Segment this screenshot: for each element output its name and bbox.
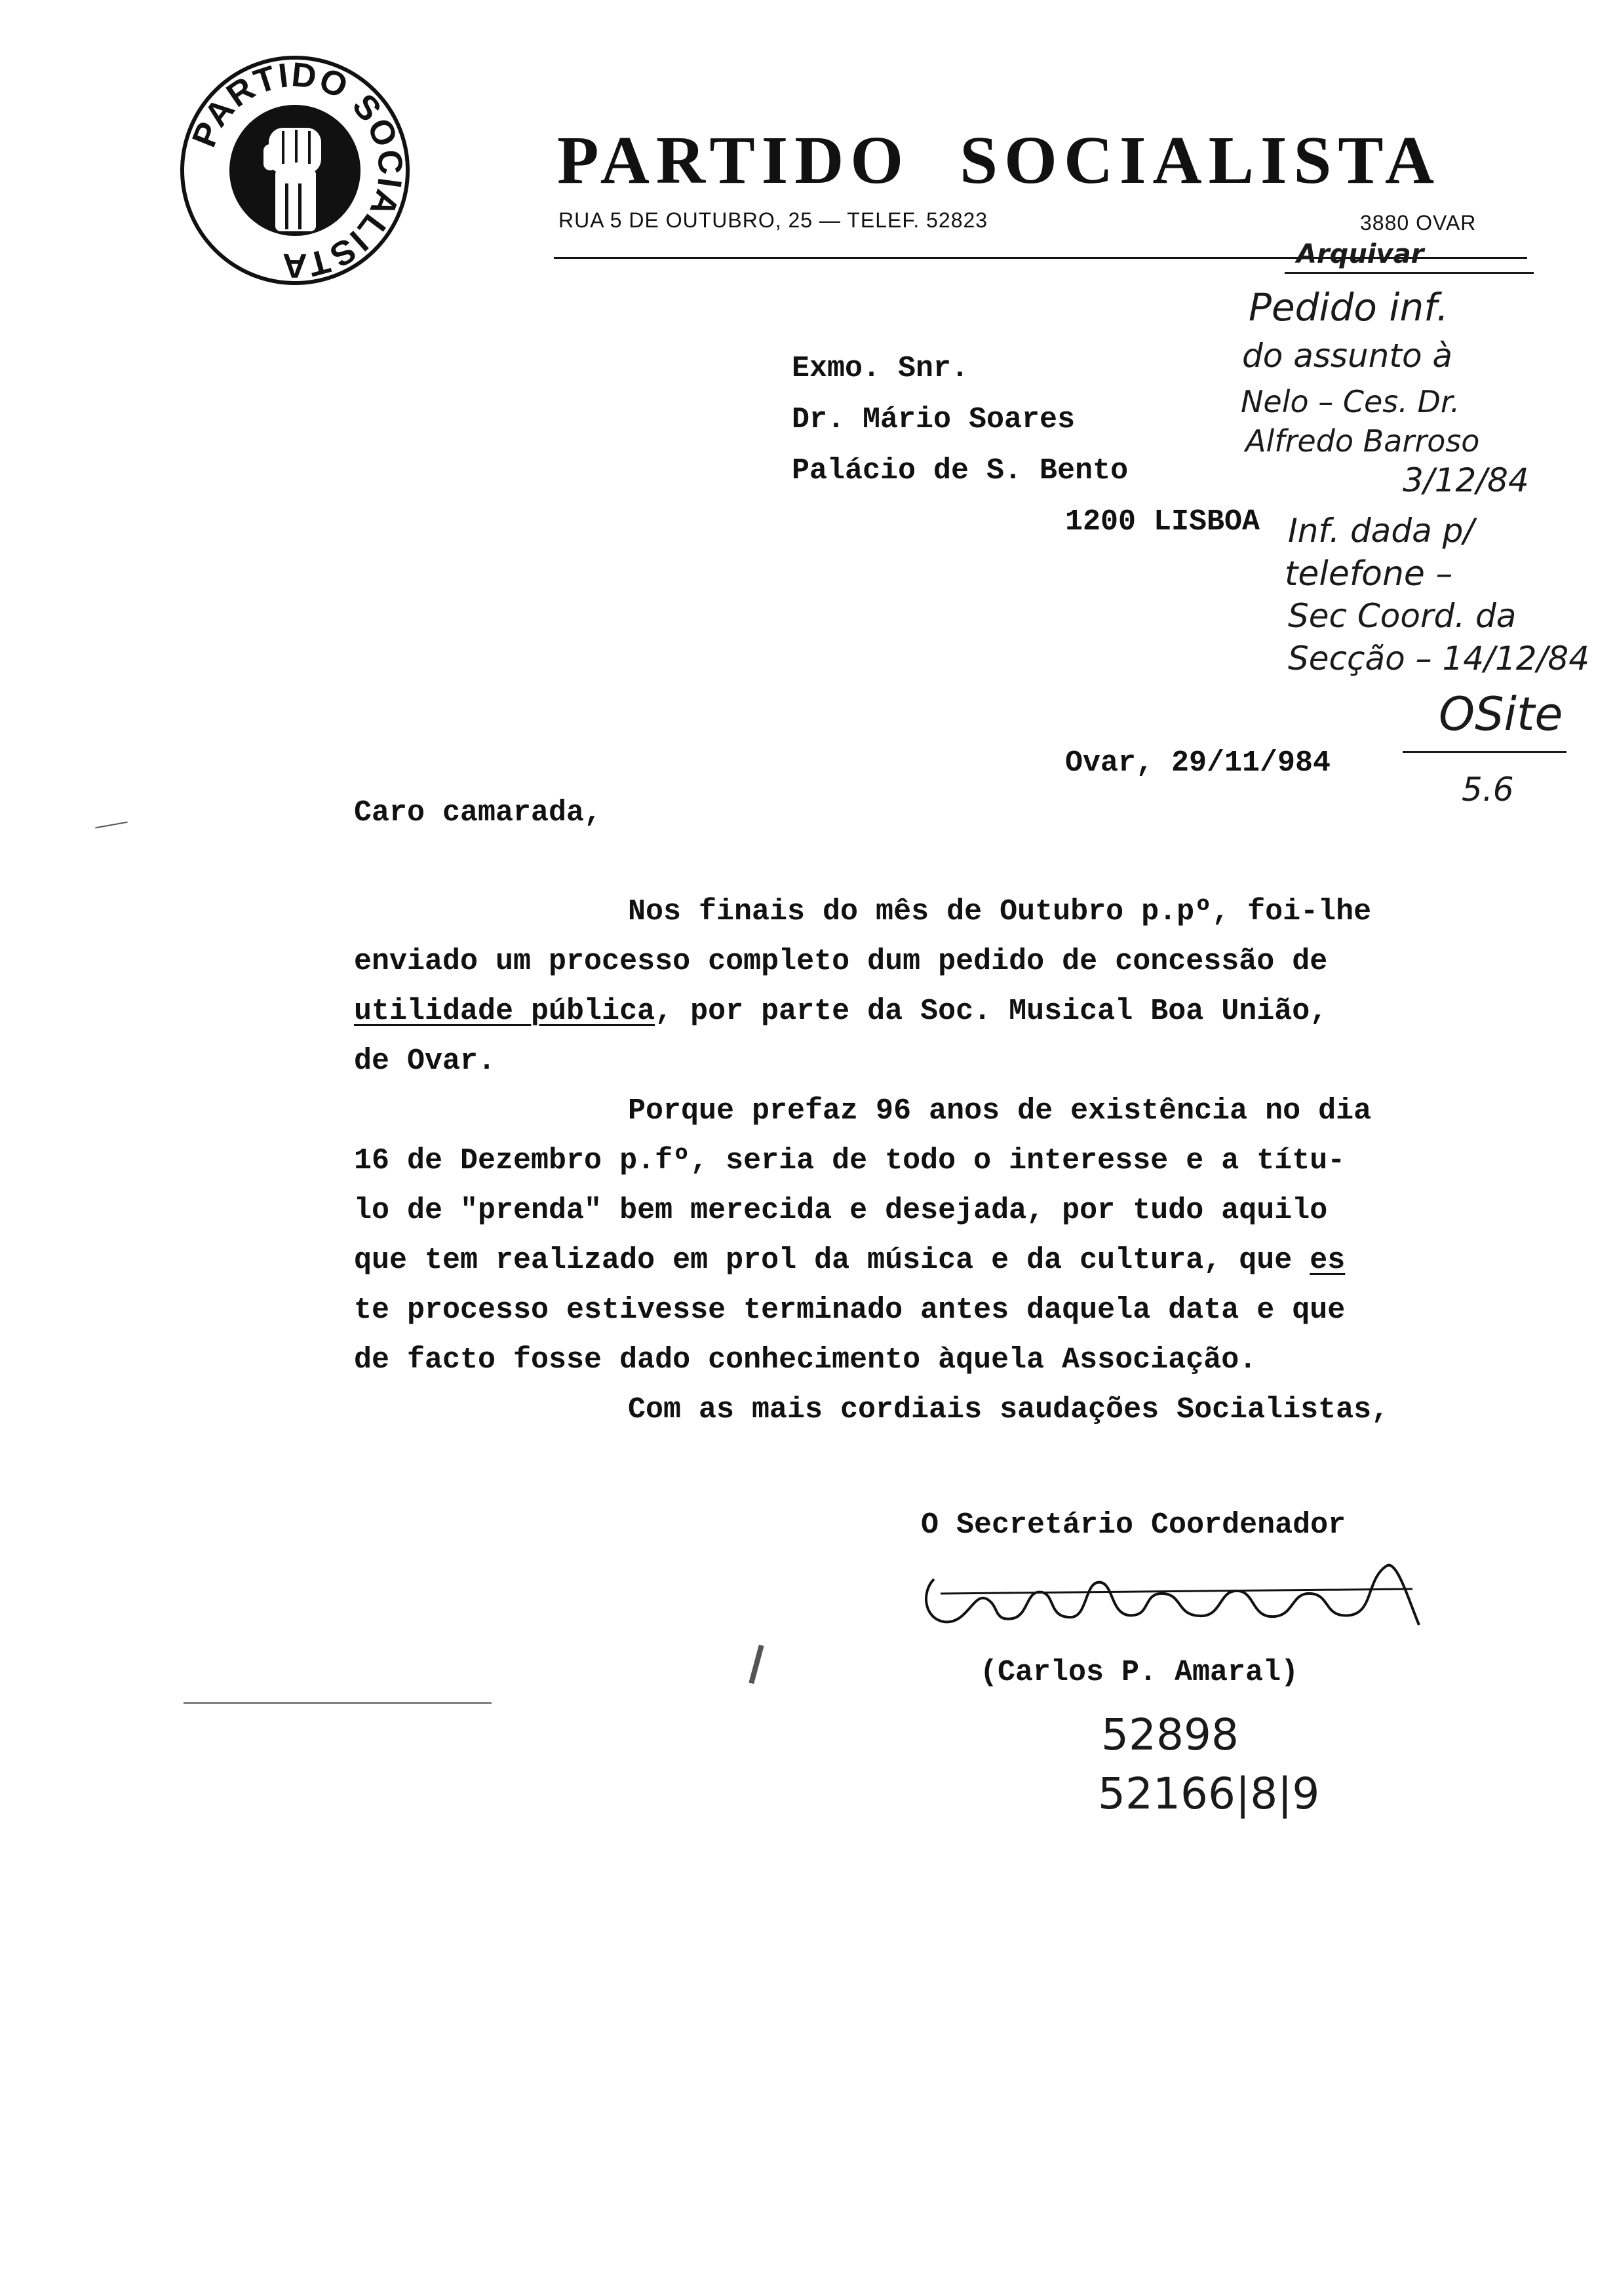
organization-name: PARTIDO SOCIALISTA	[557, 123, 1441, 198]
party-logo	[177, 52, 413, 288]
handwritten-reference: 52898	[1101, 1710, 1239, 1760]
letter-body	[354, 887, 1462, 1435]
body-line: 16 de Dezembro p.fº, seria de todo o interesse e a títu-	[354, 1144, 1346, 1177]
body-line	[354, 1236, 1462, 1286]
recipient-city: 1200 LISBOA	[1065, 505, 1260, 539]
body-line: Porque prefaz 96 anos de existência no dia	[628, 1094, 1372, 1128]
handwritten-code: 5.6	[1462, 771, 1514, 809]
handwritten-note: Pedido inf.	[1249, 285, 1449, 330]
letter-date: Ovar, 29/11/984	[1065, 746, 1331, 780]
signatory-name: (Carlos P. Amaral)	[980, 1656, 1299, 1689]
body-line: lo de "prenda" bem merecida e desejada, por tudo aquilo	[354, 1194, 1328, 1227]
handwritten-initials: OSite	[1439, 687, 1563, 741]
initials-rule	[1403, 751, 1566, 753]
scan-artifact-mark	[95, 822, 128, 829]
body-text: que tem realizado em prol da música e da cultura, que	[354, 1244, 1310, 1277]
organization-address: RUA 5 DE OUTUBRO, 25 — TELEF. 52823	[558, 208, 988, 232]
handwritten-reference: 52166|8|9	[1098, 1769, 1320, 1819]
body-line: te processo estivesse terminado antes daquela data e que	[354, 1293, 1346, 1327]
signatory-title: O Secretário Coordenador	[921, 1508, 1346, 1542]
body-line: Nos finais do mês de Outubro p.pº, foi-lhe	[628, 895, 1372, 928]
logo-ring-text: PARTIDO SOCIALISTA	[185, 55, 410, 285]
scan-artifact-line	[184, 1702, 492, 1704]
handwritten-note: Sec Coord. da	[1288, 597, 1517, 635]
underlined-phrase: utilidade pública	[354, 995, 655, 1028]
closing-line: Com as mais cordiais saudações Socialistas,	[628, 1393, 1390, 1426]
organization-city: 3880 OVAR	[1360, 211, 1477, 235]
body-line: de facto fosse dado conhecimento àquela Associação.	[354, 1343, 1257, 1377]
handwritten-note: Nelo – Ces. Dr.	[1241, 384, 1460, 419]
handwritten-note: telefone –	[1285, 554, 1453, 594]
handwritten-note: Alfredo Barroso	[1245, 423, 1480, 459]
handwritten-note: Secção – 14/12/84	[1288, 640, 1590, 678]
recipient-salutation: Exmo. Snr.	[792, 352, 969, 385]
handwritten-note: do assunto à	[1242, 337, 1453, 375]
recipient-place: Palácio de S. Bento	[792, 454, 1129, 488]
letter-greeting: Caro camarada,	[354, 796, 602, 830]
handwritten-date: 3/12/84	[1403, 461, 1529, 499]
recipient-name: Dr. Mário Soares	[792, 403, 1076, 436]
handwritten-note: Inf. dada p/	[1288, 512, 1475, 550]
body-text: , por parte da Soc. Musical Boa União,	[655, 995, 1328, 1028]
archive-note-rule	[1285, 272, 1534, 274]
body-text: es	[1310, 1244, 1346, 1277]
handwritten-signature	[914, 1553, 1439, 1638]
scan-artifact-mark	[749, 1645, 764, 1684]
body-line: enviado um processo completo dum pedido de concessão de	[354, 945, 1328, 978]
body-line: de Ovar.	[354, 1044, 496, 1078]
body-line	[354, 987, 1462, 1037]
archive-stamp-note: Arquivar	[1296, 239, 1424, 269]
